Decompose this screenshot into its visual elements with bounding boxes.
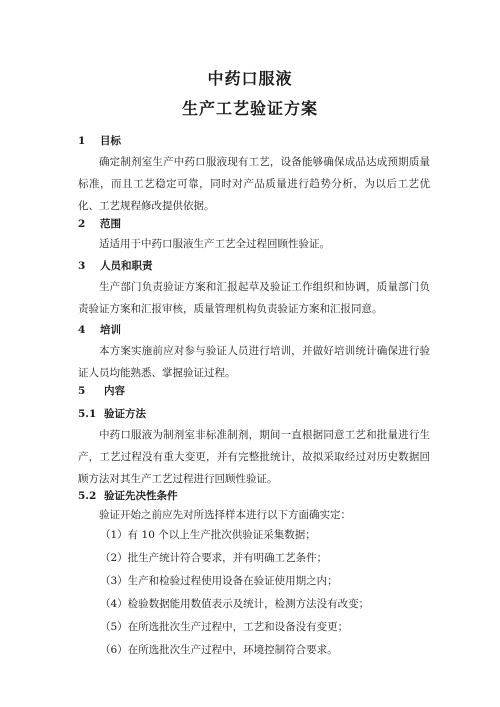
- section-paragraph: 本方案实施前应对参与验证人员进行培训，并做好培训统计确保进行验证人员均能熟悉、掌握验证过程。: [78, 345, 430, 379]
- section-number: 3: [78, 260, 86, 272]
- section-body-5-1: [78, 424, 430, 490]
- section-number: 5: [78, 385, 86, 397]
- section-heading-5-2: [78, 488, 178, 504]
- section-body-1: [78, 151, 430, 217]
- section-number: 1: [78, 135, 86, 147]
- section-heading-4: [78, 322, 121, 338]
- condition-item-1: （1）有 10 个以上生产批次供验证采集数据；: [100, 529, 316, 541]
- section-title: 人员和职责: [100, 260, 153, 272]
- section-body-2: [78, 233, 430, 255]
- document-title: 中药口服液: [207, 69, 293, 88]
- condition-item-3: （3）生产和检验过程使用设备在验证使用期之内；: [100, 575, 338, 587]
- section-body-3: [78, 276, 430, 320]
- condition-item-5: （5）在所选批次生产过程中，工艺和设备没有变更；: [100, 621, 349, 633]
- condition-item-4: （4）检验数据能用数值表示及统计，检测方法没有改变；: [100, 598, 370, 610]
- section-heading-3: [78, 258, 153, 274]
- section-paragraph: 中药口服液为制剂室非标准制剂，期间一直根据同意工艺和批量进行生产，工艺过程没有重大变更，并有完整批统计，故拟采取经过对历史数据回顾方法对其生产工艺过程进行回顾性验证。: [78, 429, 430, 485]
- section-number: 2: [78, 218, 86, 230]
- section-title: 内容: [104, 385, 125, 397]
- section-paragraph: 生产部门负责验证方案和汇报起草及验证工作组织和协调，质量部门负责验证方案和汇报审核，质量管理机构负责验证方案和汇报同意。: [78, 281, 430, 315]
- section-number: 5.1: [78, 408, 97, 420]
- section-title: 培训: [100, 324, 121, 336]
- section-title: 验证先决性条件: [104, 490, 178, 502]
- condition-item-6: （6）在所选批次生产过程中，环境控制符合要求。: [100, 644, 338, 656]
- section-paragraph: 验证开始之前应先对所选择样本进行以下方面确实定：: [99, 509, 351, 521]
- section-heading-2: [78, 216, 121, 232]
- section-heading-5: [78, 383, 125, 399]
- section-paragraph: 适适用于中药口服液生产工艺全过程回顾性验证。: [99, 238, 330, 250]
- section-title: 验证方法: [104, 408, 146, 420]
- section-number: 5.2: [78, 490, 97, 502]
- document-subtitle: 生产工艺验证方案: [181, 99, 318, 118]
- section-heading-1: [78, 133, 121, 149]
- section-paragraph: 确定制剂室生产中药口服液现有工艺，设备能够确保成品达成预期质量标准，而且工艺稳定可靠，同时对产品质量进行趋势分析，为以后工艺优化、工艺规程修改提供依据。: [78, 156, 430, 212]
- section-body-5-2: [78, 504, 430, 526]
- section-title: 范围: [100, 218, 121, 230]
- condition-item-2: （2）批生产统计符合要求，并有明确工艺条件；: [100, 552, 328, 564]
- section-title: 目标: [100, 135, 121, 147]
- section-body-4: [78, 340, 430, 384]
- section-heading-5-1: [78, 406, 146, 422]
- section-number: 4: [78, 324, 86, 336]
